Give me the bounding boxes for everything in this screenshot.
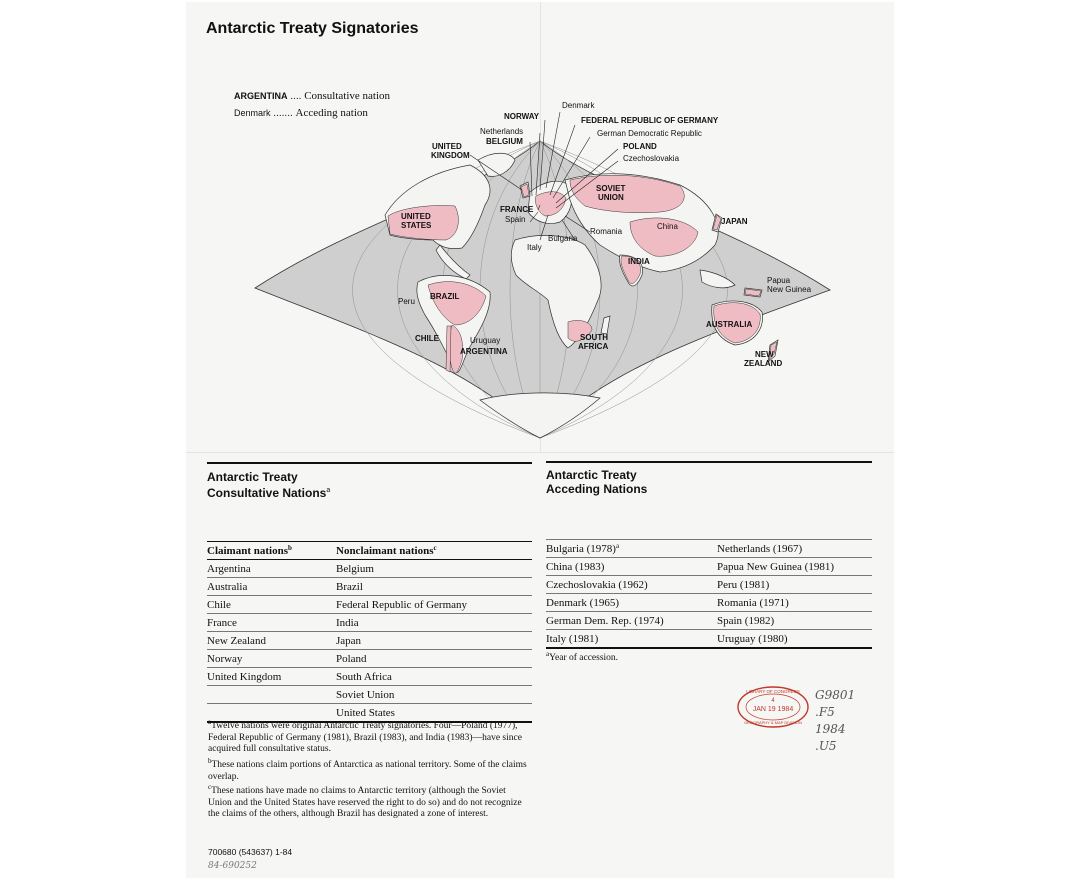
label-norway: NORWAY xyxy=(504,112,540,121)
claimant-cell: Australia xyxy=(207,578,336,596)
consultative-table xyxy=(207,541,532,723)
stamp-number: 4 xyxy=(771,698,775,704)
map-code: 700680 (543637) 1-84 xyxy=(208,847,293,857)
legend-dots: ....... xyxy=(273,108,293,119)
label-chile: CHILE xyxy=(415,334,439,343)
table-row xyxy=(207,596,532,614)
claimant-header: Claimant nations$^b$ xyxy=(207,542,336,560)
legend-acceding-example: Denmark xyxy=(234,108,271,118)
claimant-cell: Norway xyxy=(207,650,336,668)
table-row xyxy=(546,540,872,558)
table-row xyxy=(207,686,532,704)
label-france: FRANCE xyxy=(500,205,534,214)
label-peru: Peru xyxy=(398,297,415,306)
pencil-note: 84-690252 xyxy=(208,861,257,871)
label-belgium: BELGIUM xyxy=(486,137,523,146)
acceding-cell: Spain (1982) xyxy=(717,612,872,630)
label-brazil: BRAZIL xyxy=(430,292,460,301)
acceding-cell: Papua New Guinea (1981) xyxy=(717,558,872,576)
handwritten-call-number xyxy=(815,687,855,755)
highlight-chile xyxy=(446,326,451,372)
label-argentina: ARGENTINA xyxy=(460,347,508,356)
nonclaimant-cell: Federal Republic of Germany xyxy=(336,596,532,614)
claimant-cell: New Zealand xyxy=(207,632,336,650)
consultative-title xyxy=(207,470,330,500)
label-united-kingdom: UNITED xyxy=(432,142,462,151)
stamp-bottom-text: GEOGRAPHY & MAP DIVISION xyxy=(744,720,802,725)
nonclaimant-cell: Belgium xyxy=(336,560,532,578)
claimant-cell: France xyxy=(207,614,336,632)
acceding-cell: Denmark (1965) xyxy=(546,594,717,612)
nonclaimant-cell: Soviet Union xyxy=(336,686,532,704)
table-row xyxy=(546,630,872,649)
label-denmark: Denmark xyxy=(562,101,595,110)
nonclaimant-cell: India xyxy=(336,614,532,632)
label-frg: FEDERAL REPUBLIC OF GERMANY xyxy=(581,116,719,125)
claimant-cell: Argentina xyxy=(207,560,336,578)
table-row xyxy=(546,594,872,612)
acceding-cell: Czechoslovakia (1962) xyxy=(546,576,717,594)
label-bulgaria: Bulgaria xyxy=(548,234,578,243)
nonclaimant-cell: Brazil xyxy=(336,578,532,596)
nonclaimant-cell: Poland xyxy=(336,650,532,668)
footnote-c: $^c$These nations have made no claims to Antarctic territory (although the Soviet Union and the United States have reserved the right to do so) and do not recognize the claims of the others, although Brazil has designated a zone of interest. xyxy=(208,783,522,820)
acceding-cell: German Dem. Rep. (1974) xyxy=(546,612,717,630)
stamp-top-text: LIBRARY OF CONGRESS xyxy=(746,689,800,694)
table-row xyxy=(546,558,872,576)
acceding-header-rule xyxy=(546,461,872,463)
nonclaimant-header: Nonclaimant nations$^c$ xyxy=(336,542,532,560)
label-new-zealand: ZEALAND xyxy=(744,359,783,368)
label-south-africa: SOUTH xyxy=(580,333,608,342)
legend-acceding-text: Acceding nation xyxy=(295,107,368,119)
label-japan: JAPAN xyxy=(721,217,748,226)
label-united-kingdom: KINGDOM xyxy=(431,151,470,160)
acceding-cell: Romania (1971) xyxy=(717,594,872,612)
acceding-cell: Netherlands (1967) xyxy=(717,540,872,558)
table-row xyxy=(207,650,532,668)
claimant-cell: United Kingdom xyxy=(207,668,336,686)
label-papua-new-guinea: Papua xyxy=(767,276,791,285)
consultative-title-line1: Antarctic Treaty xyxy=(207,470,298,484)
label-soviet-union: SOVIET xyxy=(596,184,626,193)
footnote-b: $^b$These nations claim portions of Antarctica as national territory. Some of the claims overlap. xyxy=(208,757,527,782)
antarctica-shape xyxy=(480,393,600,438)
legend-consultative-example: ARGENTINA xyxy=(234,91,288,101)
nonclaimant-cell: Japan xyxy=(336,632,532,650)
table-header-row xyxy=(207,542,532,560)
acceding-title-line1: Antarctic Treaty xyxy=(546,468,637,482)
acceding-table xyxy=(546,539,872,649)
handwritten-line: .U5 xyxy=(815,739,837,753)
label-south-africa: AFRICA xyxy=(578,342,609,351)
page-title: Antarctic Treaty Signatories xyxy=(206,20,419,37)
handwritten-line: G9801 xyxy=(815,688,856,702)
consultative-title-line2: Consultative Nations xyxy=(207,486,327,500)
label-spain: Spain xyxy=(505,215,526,224)
acceding-title-line2: Acceding Nations xyxy=(546,482,648,496)
library-stamp xyxy=(736,685,810,729)
label-soviet-union: UNION xyxy=(598,193,624,202)
table-row xyxy=(546,576,872,594)
table-row xyxy=(207,632,532,650)
table-row xyxy=(207,668,532,686)
acceding-cell: Peru (1981) xyxy=(717,576,872,594)
acceding-cell: China (1983) xyxy=(546,558,717,576)
footnote-ref: a xyxy=(326,487,331,494)
label-uruguay: Uruguay xyxy=(470,336,501,345)
claimant-cell xyxy=(207,686,336,704)
label-poland: POLAND xyxy=(623,142,657,151)
label-united-states: STATES xyxy=(401,221,432,230)
table-row xyxy=(207,614,532,632)
table-row xyxy=(207,560,532,578)
acceding-footnote: $^a$Year of accession. xyxy=(546,650,619,664)
nonclaimant-cell: South Africa xyxy=(336,668,532,686)
acceding-cell: Italy (1981) xyxy=(546,630,717,649)
acceding-cell: Bulgaria (1978)$^a$ xyxy=(546,540,717,558)
stamp-date: JAN 19 1984 xyxy=(752,706,794,713)
label-australia: AUSTRALIA xyxy=(706,320,753,329)
handwritten-line: 1984 xyxy=(815,722,846,736)
label-czechoslovakia: Czechoslovakia xyxy=(623,154,680,163)
label-italy: Italy xyxy=(527,243,542,252)
handwritten-line: .F5 xyxy=(815,705,835,719)
table-row xyxy=(207,578,532,596)
label-romania: Romania xyxy=(590,227,623,236)
label-gdr: German Democratic Republic xyxy=(597,129,702,138)
label-united-states: UNITED xyxy=(401,212,431,221)
legend-dots: .... xyxy=(290,91,302,102)
table-row xyxy=(546,612,872,630)
footnote-a: $^a$Twelve nations were original Antarctic Treaty signatories. Four—Poland (1977), Federal Republic of Germany (1981), Brazil (1983), and India (1983)—have since acquired full consultative status. xyxy=(208,718,522,755)
label-papua-new-guinea: New Guinea xyxy=(767,285,812,294)
nonclaimant-cell: United States xyxy=(336,704,532,723)
label-india: INDIA xyxy=(628,257,650,266)
acceding-title xyxy=(546,468,647,496)
acceding-cell: Uruguay (1980) xyxy=(717,630,872,649)
label-netherlands: Netherlands xyxy=(480,127,524,136)
label-china: China xyxy=(657,222,678,231)
legend-consultative-text: Consultative nation xyxy=(304,90,391,102)
label-new-zealand: NEW xyxy=(755,350,774,359)
consultative-header-rule xyxy=(207,462,532,464)
claimant-cell: Chile xyxy=(207,596,336,614)
